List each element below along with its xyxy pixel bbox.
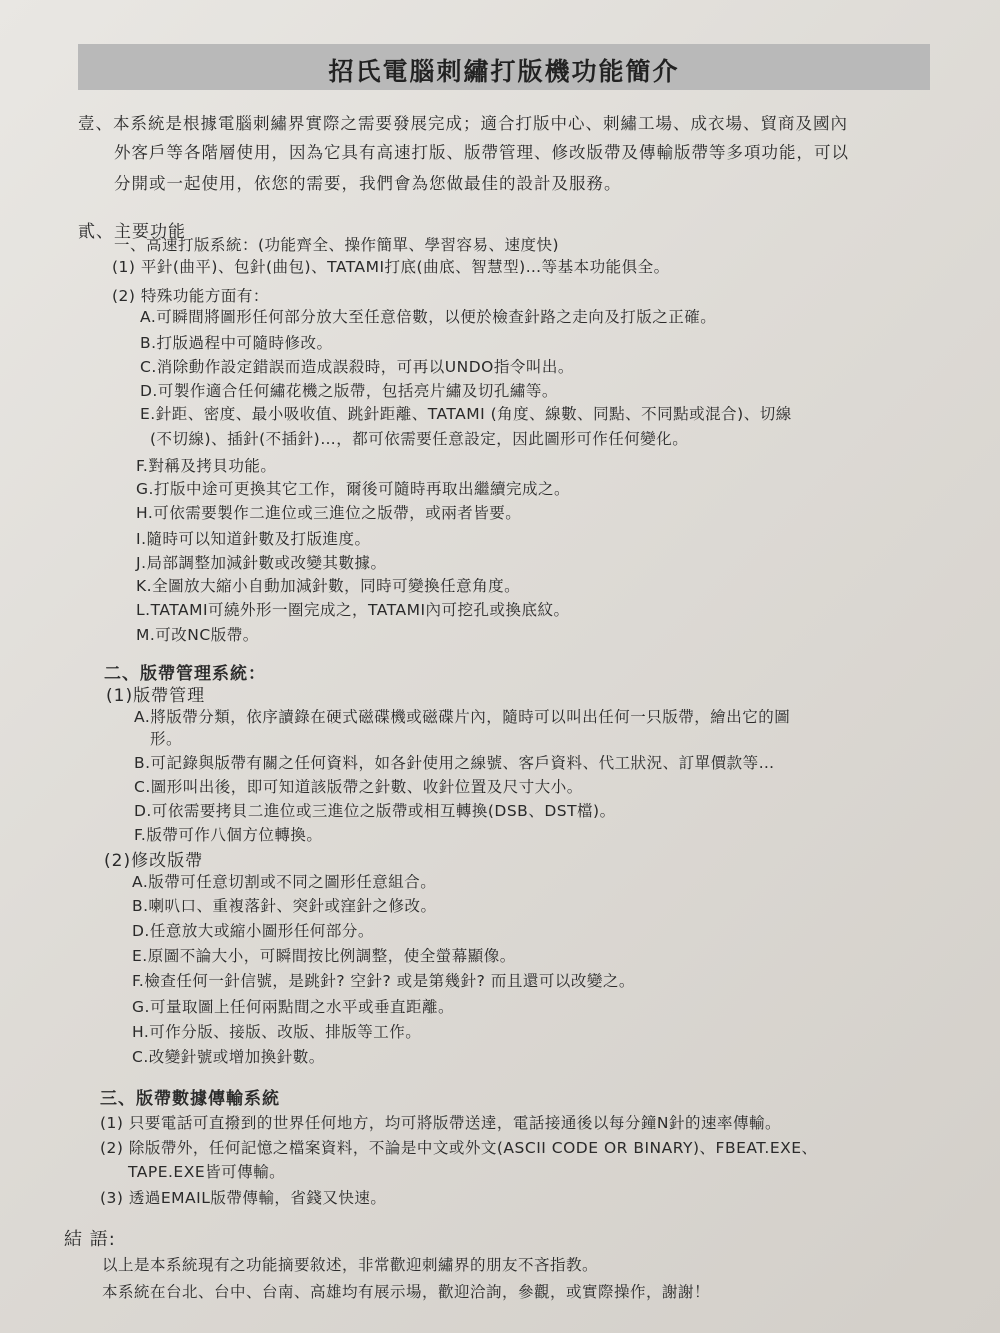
list-item-continuation: 形。 [150, 730, 183, 748]
list-item: C.消除動作設定錯誤而造成誤殺時，可再以UNDO指令叫出。 [140, 358, 574, 376]
list-item: J.局部調整加減針數或改變其數據。 [136, 554, 387, 572]
list-item: B.喇叭口、重複落針、突針或窪針之修改。 [132, 897, 437, 915]
section-heading-main: 貳、主要功能 [78, 222, 186, 242]
intro-line: 分開或一起使用，依您的需要，我們會為您做最佳的設計及服務。 [114, 174, 622, 193]
paragraph: (3) 透過EMAIL版帶傳輸，省錢又快速。 [100, 1189, 387, 1207]
paragraph: (2) 特殊功能方面有： [112, 287, 269, 305]
list-item: H.可依需要製作二進位或三進位之版帶，或兩者皆要。 [136, 504, 522, 522]
document-title: 招氏電腦刺繡打版機功能簡介 [328, 57, 680, 86]
list-item: C.圖形叫出後，即可知道該版帶之針數、收針位置及尺寸大小。 [134, 778, 583, 796]
subsection-heading: 二、版帶管理系統： [104, 664, 266, 684]
paragraph: (1) 平針(曲平)、包針(曲包)、TATAMI打底(曲底、智慧型)…等基本功能俱全。 [112, 258, 670, 276]
list-item: B.打版過程中可隨時修改。 [140, 334, 333, 352]
list-item: F.檢查任何一針信號，是跳針? 空針? 或是第幾針? 而且還可以改變之。 [132, 972, 635, 990]
intro-line: 外客戶等各階層使用，因為它具有高速打版、版帶管理、修改版帶及傳輸版帶等多項功能，可以 [114, 143, 849, 162]
list-item: D.任意放大或縮小圖形任何部分。 [132, 922, 374, 940]
list-item: G.可量取圖上任何兩點間之水平或垂直距離。 [132, 998, 454, 1016]
list-item: B.可記錄與版帶有關之任何資料，如各針使用之線號、客戶資料、代工狀況、訂單價款等… [134, 754, 775, 772]
list-item: K.全圖放大縮小自動加減針數，同時可變換任意角度。 [136, 577, 521, 595]
conclusion-heading: 結 語: [64, 1229, 116, 1250]
list-item-continuation: (不切線)、插針(不插針)…，都可依需要任意設定，因此圖形可作任何變化。 [150, 430, 689, 448]
list-item: M.可改NC版帶。 [136, 626, 259, 644]
list-item: F.版帶可作八個方位轉換。 [134, 826, 323, 844]
list-item: A.版帶可任意切割或不同之圖形任意組合。 [132, 873, 437, 891]
list-item: F.對稱及拷貝功能。 [136, 457, 277, 475]
subsection-heading: 一、高速打版系統：(功能齊全、操作簡單、學習容易、速度快) [114, 236, 560, 254]
list-item: D.可依需要拷貝二進位或三進位之版帶或相互轉換(DSB、DST檔)。 [134, 802, 616, 820]
list-item: C.改變針號或增加換針數。 [132, 1048, 325, 1066]
list-item: H.可作分版、接版、改版、排版等工作。 [132, 1023, 422, 1041]
subsection-heading: (1)版帶管理 [106, 686, 206, 706]
subsection-heading: 三、版帶數據傳輸系統 [100, 1089, 280, 1109]
paragraph: (1) 只要電話可直撥到的世界任何地方，均可將版帶送達，電話接通後以每分鐘N針的速率傳輸。 [100, 1114, 781, 1132]
paragraph: (2) 除版帶外，任何記憶之檔案資料，不論是中文或外文(ASCII CODE OR BINARY)、FBEAT.EXE、 [100, 1139, 818, 1157]
subsection-heading: (2)修改版帶 [104, 851, 204, 871]
list-item: E.針距、密度、最小吸收值、跳針距離、TATAMI (角度、線數、同點、不同點或混合)、切線 [140, 405, 792, 423]
conclusion-line: 本系統在台北、台中、台南、高雄均有展示場，歡迎洽詢，參觀，或實際操作，謝謝！ [102, 1283, 711, 1301]
list-item: A.可瞬間將圖形任何部分放大至任意倍數，以便於檢查針路之走向及打版之正確。 [140, 308, 717, 326]
list-item: L.TATAMI可繞外形一圈完成之，TATAMI內可挖孔或換底紋。 [136, 601, 570, 619]
paragraph-continuation: TAPE.EXE皆可傳輸。 [128, 1163, 286, 1181]
list-item: A.將版帶分類，依序讀錄在硬式磁碟機或磁碟片內，隨時可以叫出任何一只版帶，繪出它的圖 [134, 708, 791, 726]
list-item: D.可製作適合任何繡花機之版帶，包括亮片繡及切孔繡等。 [140, 382, 558, 400]
list-item: I.隨時可以知道針數及打版進度。 [136, 530, 371, 548]
list-item: E.原圖不論大小，可瞬間按比例調整，使全螢幕顯像。 [132, 947, 516, 965]
list-item: G.打版中途可更換其它工作，爾後可隨時再取出繼續完成之。 [136, 480, 570, 498]
conclusion-line: 以上是本系統現有之功能摘要敘述，非常歡迎刺繡界的朋友不吝指教。 [102, 1256, 599, 1274]
intro-line: 壹、本系統是根據電腦刺繡界實際之需要發展完成；適合打版中心、刺繡工場、成衣場、貿商及國內 [78, 114, 848, 133]
title-banner [78, 44, 930, 90]
